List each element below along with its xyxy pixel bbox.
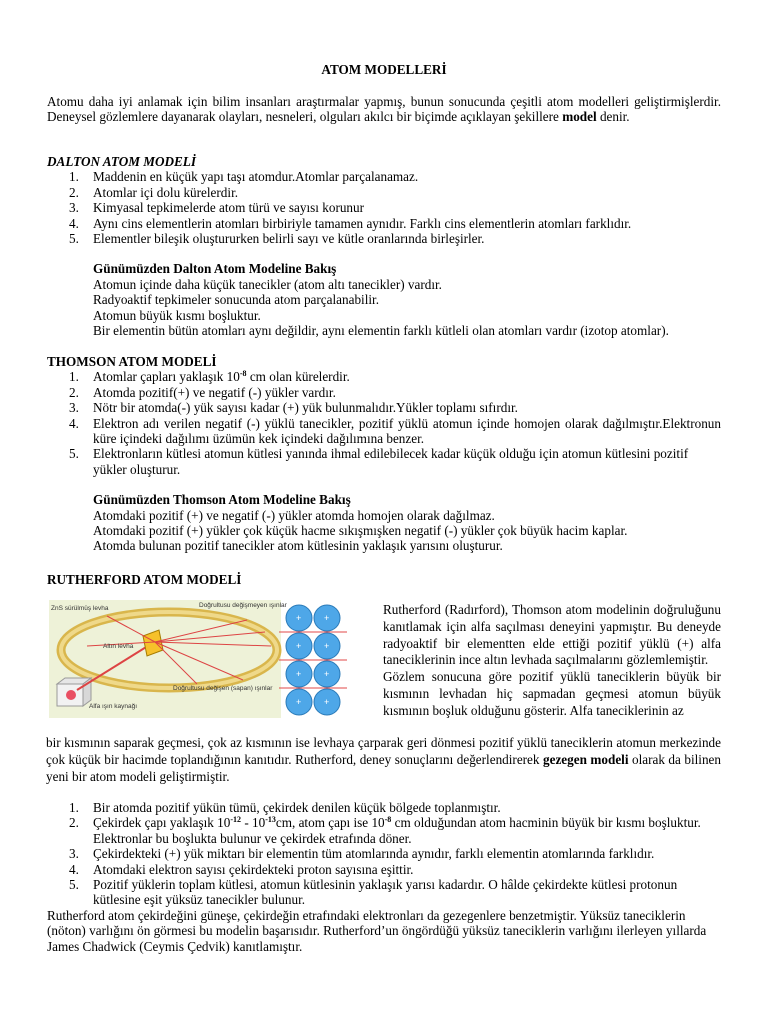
list-item: 5. Pozitif yüklerin toplam kütlesi, atomun kütlesinin yaklaşık yarısı kadardır. O hâlde çekirdekte kütlesi protonun kütlesine eşit yüksüz tanecikler bulunur.	[69, 877, 678, 908]
svg-text:+: +	[324, 641, 330, 651]
rutherford-continued-text: bir kısmının saparak geçmesi, çok az kısmının ise levhaya çarparak geri dönmesi pozitif yüklü taneciklerin atomun merkezinde çok küçük bir hacimde toplandığının kanıtıdır. Rutherford, deney sonuçlarını değerlendirerek gezegen modeli olarak da bilinen yeni bir atom modeli geliştirmiştir.	[46, 735, 721, 784]
dalton-today-line: Bir elementin bütün atomları aynı değildir, aynı elementin farklı kütleli olan atomları vardır (izotop atomlar).	[93, 323, 669, 339]
label-gold-foil: Altın levha	[103, 643, 134, 650]
dalton-today-heading: Günümüzden Dalton Atom Modeline Bakış	[93, 261, 337, 277]
dalton-today-line: Radyoaktif tepkimeler sonucunda atom parçalanabilir.	[93, 292, 379, 308]
rutherford-heading-wrap	[47, 572, 721, 587]
svg-text:+: +	[296, 613, 302, 623]
thomson-section	[47, 354, 721, 554]
list-item: 1. Maddenin en küçük yapı taşı atomdur.Atomlar parçalanamaz.	[69, 169, 419, 185]
alpha-scattering-figure	[47, 598, 371, 720]
thomson-today-line: Atomda bulunan pozitif tanecikler atom kütlesinin yaklaşık yarısını oluşturur.	[93, 538, 503, 554]
label-alpha-source: Alfa ışın kaynağı	[89, 703, 138, 710]
list-item: 2. Atomlar içi dolu kürelerdir.	[69, 184, 239, 200]
list-item: 3. Kimyasal tepkimelerde atom türü ve sayısı korunur	[69, 200, 365, 216]
list-item: 3. Nötr bir atomda(-) yük sayısı kadar (+) yük bulunmalıdır.Yükler toplamı sıfırdır.	[69, 400, 518, 416]
rutherford-para-2: Gözlem sonucuna göre pozitif yüklü taneciklerin büyük bir kısmının levhadan hiç sapmadan geçmesi atomun büyük kısmının boşluk olduğunu gösterir. Alfa taneciklerinin az	[383, 669, 721, 718]
scattering-diagram	[47, 598, 371, 720]
list-item: 5. Elektronların kütlesi atomun kütlesi yanında ihmal edilebilecek kadar küçük olduğu için atomun kütlesini pozitif yükler oluşturur.	[69, 446, 689, 477]
label-zns-screen: ZnS sürülmüş levha	[51, 605, 109, 612]
thomson-heading: THOMSON ATOM MODELİ	[47, 354, 217, 369]
rutherford-para-1: Rutherford (Radırford), Thomson atom modelinin doğruluğunu kanıtlamak için alfa saçılması deneyini yapmıştır. Bu deneyde radyoaktif bir elementten elde ettiği pozitif yüklü (+) alfa taneciklerinin ince altın levhada saçılmalarını gözlemlemiştir.	[383, 602, 721, 668]
rutherford-side-text	[383, 602, 721, 720]
thomson-today	[47, 492, 721, 554]
svg-text:+: +	[324, 613, 330, 623]
list-item: 5. Elementler bileşik oluştururken belirli sayı ve kütle oranlarında birleşirler.	[69, 231, 485, 247]
dalton-today-line: Atomun büyük kısmı boşluktur.	[93, 307, 261, 323]
thomson-today-line: Atomdaki pozitif (+) ve negatif (-) yükler atomda homojen olarak dağılmaz.	[93, 507, 495, 523]
list-item: 1. Bir atomda pozitif yükün tümü, çekirdek denilen küçük bölgede toplanmıştır.	[69, 800, 501, 815]
dalton-list	[47, 169, 721, 246]
intro-text: Atomu daha iyi anlamak için bilim insanları araştırmalar yapmış, bunun sonucunda çeşitli atom modelleri geliştirmişlerdir. Deneysel gözlemlere dayanarak olayları, nesneleri, olguları akılcı bir biçimde açıklayan şekillere	[47, 94, 721, 125]
planet-model-term: gezegen modeli	[543, 752, 629, 767]
thomson-today-line: Atomdaki pozitif (+) yükler çok küçük hacme sıkışmışken negatif (-) yükler çok büyük hacim kaplar.	[93, 523, 628, 539]
dalton-heading: DALTON ATOM MODELİ	[47, 154, 196, 169]
list-item: 1. Atomlar çapları yaklaşık $10^{-8}$ cm olan kürelerdir.	[69, 369, 350, 385]
list-item: 4. Elektron adı verilen negatif (-) yüklü tanecikler, pozitif yüklü atomun içinde homojen olarak dağılmıştır.Elektronun küre içindeki dağılımı üzümün kek içindeki dağılımına benzer.	[69, 415, 721, 447]
page-title: ATOM MODELLERİ	[321, 62, 447, 77]
list-item: 2. Çekirdek çapı yaklaşık $10^{-12} - 10^{-13}cm$, atom çapı ise $10^{-8}$ cm olduğundan atom hacminin büyük bir kısmı boşluktur. Elektronlar bu boşlukta bulunur ve çekirdek etrafında döner.	[69, 815, 701, 846]
rutherford-closing: Rutherford atom çekirdeğini güneşe, çekirdeğin etrafındaki elektronları da gezegenlere benzetmiştir. Yüksüz taneciklerin (nöton) varlığını ön görmesi bu modelin başarısıdır. Rutherford’un öngördüğü yüksüz taneciklerin varlığını ilerleyen yıllarda James Chadwick (Ceymis Çedvik) kanıtlamıştır.	[47, 907, 707, 954]
label-undeflected-rays: Doğrultusu değişmeyen ışınlar	[199, 602, 287, 609]
list-item: 3. Çekirdekteki (+) yük miktarı bir elementin tüm atomlarında aynıdır, farklı elementin atomlarında farklıdır.	[69, 846, 655, 862]
svg-text:+: +	[324, 669, 330, 679]
rutherford-list-section	[47, 800, 721, 954]
svg-text:+: +	[296, 641, 302, 651]
svg-text:+: +	[324, 697, 330, 707]
svg-text:+: +	[296, 669, 302, 679]
rutherford-list	[47, 800, 721, 908]
dalton-today	[47, 261, 721, 338]
dalton-section	[47, 154, 721, 338]
thomson-today-heading: Günümüzden Thomson Atom Modeline Bakış	[93, 492, 351, 508]
intro-bold-term: model	[562, 109, 597, 125]
radioactive-source-glow	[66, 690, 76, 700]
list-item: 2. Atomda pozitif(+) ve negatif (-) yükler vardır.	[69, 384, 336, 400]
intro-text-end: denir.	[596, 109, 630, 125]
svg-text:+: +	[296, 697, 302, 707]
intro-paragraph	[47, 94, 721, 125]
rutherford-heading: RUTHERFORD ATOM MODELİ	[47, 572, 242, 587]
list-item: 4. Aynı cins elementlerin atomları birbiriyle tamamen aynıdır. Farklı cins elementlerin atomları farklıdır.	[69, 215, 632, 231]
thomson-list	[47, 369, 721, 477]
list-item: 4. Atomdaki elektron sayısı çekirdekteki proton sayısına eşittir.	[69, 861, 414, 877]
label-deflected-rays: Doğrultusu değişen (sapan) ışınlar	[173, 685, 273, 692]
dalton-today-line: Atomun içinde daha küçük tanecikler (atom altı tanecikler) vardır.	[93, 276, 442, 292]
